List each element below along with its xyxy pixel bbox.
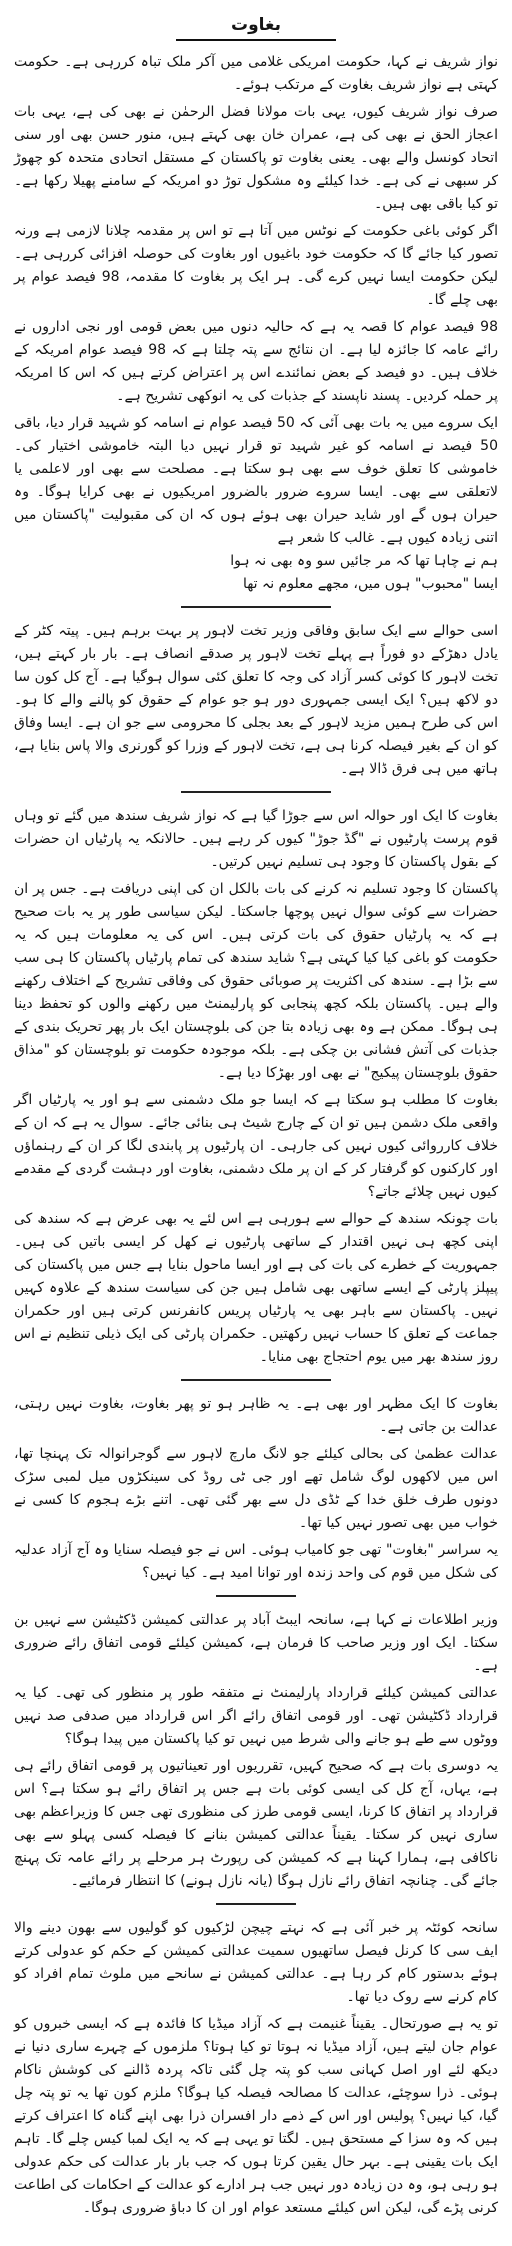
paragraph: تو یہ ہے صورتحال۔ یقیناً غنیمت ہے کہ آزاد میڈیا کا فائدہ ہے کہ ایسی خبروں کو عوام جان لیتے ہیں، آزاد میڈیا نہ ہوتا تو کیا ہوتا؟ ملزموں کے چہرے ساری دنیا نے دیکھ لئے اور اصل کہانی سب کو پتہ چل گئی تاکہ پردہ ڈالنے کی کوشش ناکام ہوئی۔ ذرا سوچئے، عدالت کا مصالحہ فیصلہ کیا ہوگا؟ ملزم کون تھا یہ تو پتہ چل گیا، کیا نہیں؟ پولیس اور اس کے ذمے دار افسران ذرا بھی اپنے گناہ کا اعتراف کرتے ہیں کہ وہ سزا کے مستحق ہیں۔ لگتا تو یہی ہے کہ یہ ایک لمبا کیس چلے گا۔ تاہم ایک بات یقینی ہے۔ بہر حال یقین کرتا ہوں کہ جب بار بار عدالت کی حکم عدولی ہو رہی ہو، وہ دن زیادہ دور نہیں جب ہر ادارے کو عدالت کے احکامات کی اطاعت کرنی پڑے گی، لیکن اس کیلئے مستعد عوام اور ان کا دباؤ ضروری ہوگا۔ xyxy=(14,2016,498,2216)
section-divider xyxy=(181,791,331,793)
section-sindh-parties xyxy=(14,805,498,1369)
paragraph: سانحہ کوئٹہ پر خبر آئی ہے کہ نہتے چیچن لڑکیوں کو گولیوں سے بھون دینے والا ایف سی کا کرنل فیصل ساتھیوں سمیت عدالتی کمیشن کے حکم کو عدولی کرتے ہوئے بدستور کام کر رہا ہے۔ عدالتی کمیشن نے سانحے میں ملوث تمام افراد کو کام کرنے سے روک دیا تھا۔ xyxy=(14,1920,498,2005)
section-judicial-commission xyxy=(14,1609,498,1893)
paragraph: 98 فیصد عوام کا قصہ یہ ہے کہ حالیہ دنوں میں بعض قومی اور نجی اداروں نے رائے عامہ کا جائزہ لیا ہے۔ ان نتائج سے پتہ چلتا ہے کہ 98 فیصد عوام امریکہ کے خلاف ہیں۔ دو فیصد کے بعض نمائندے اس پر اعتراض کرتے ہیں کہ اس کا امریکہ پر حملہ کردیں۔ پسند ناپسند کے جذبات کی یہ انوکھی تشریح ہے۔ xyxy=(14,319,498,404)
paragraph: عدالت عظمیٰ کی بحالی کیلئے جو لانگ مارچ لاہور سے گوجرانوالہ تک پہنچا تھا، اس میں لاکھوں لوگ شامل تھے اور جی ٹی روڈ کی سینکڑوں میل لمبی سڑک دونوں طرف خلق خدا کے ٹڈی دل سے بھر گئی تھی۔ اتنے بڑے ہجوم کا کسی نے خواب میں بھی تصور نہیں کیا تھا۔ xyxy=(14,1446,498,1531)
paragraph: صرف نواز شریف کیوں، یہی بات مولانا فضل الرحمٰن نے بھی کی ہے، یہی بات اعجاز الحق نے بھی کی ہے، عمران خان بھی کہتے ہیں، منور حسن بھی اور سنی اتحاد کونسل والے بھی۔ یعنی بغاوت تو پاکستان کے مستقل اتحادی متحدہ کو چھوڑ کر سبھی نے کی ہے۔ خدا کیلئے وہ مشکول توڑ دو امریکہ کے سامنے پھیلا رکھا ہے۔ تو کیا باقی بھی ہیں۔ xyxy=(14,104,498,212)
paragraph: عدالتی کمیشن کیلئے قرارداد پارلیمنٹ نے متفقہ طور پر منظور کی تھی۔ کیا یہ قرارداد ڈکٹیشن تھی۔ اور قومی اتفاق رائے اگر اس قرارداد میں صدفی صد نہیں ووٹوں سے طے ہو جانے والی شرط میں نہیں تو کیا پاکستان میں پیدا ہوگا؟ xyxy=(14,1685,498,1747)
paragraph: بات چونکہ سندھ کے حوالے سے ہورہی ہے اس لئے یہ بھی عرض ہے کہ سندھ کی اپنی کچھ ہی نہیں اقتدار کے ساتھی پارٹیوں نے کھل کر ایسی باتیں کی ہیں۔ جمہوریت کے خطرے کی بات کی ہے اور ایسا ماحول بنایا ہے جس میں پاکستان کی پیپلز پارٹی کے ایسے ساتھی بھی شامل ہیں جن کی سیاست سندھ کے علاوہ کہیں نہیں۔ پاکستان سے باہر بھی یہ پارٹیاں پریس کانفرنس کرتی ہیں اور حکمران جماعت کے تعلق کا حساب نہیں رکھتیں۔ حکمران پارٹی کی ایک ذیلی تنظیم نے اس روز سندھ بھر میں یوم احتجاج بھی منایا۔ xyxy=(14,1211,498,1365)
paragraph: اگر کوئی باغی حکومت کے نوٹس میں آتا ہے تو اس پر مقدمہ چلانا لازمی ہے ورنہ تصور کیا جائے گا کہ حکومت خود باغیوں اور بغاوت کی حوصلہ افزائی کررہی ہے۔ لیکن حکومت ایسا نہیں کرے گی۔ ہر ایک پر بغاوت کا مقدمہ، 98 فیصد عوام پر بھی چلے گا۔ xyxy=(14,223,498,308)
section-divider xyxy=(181,606,331,608)
section-divider xyxy=(181,1379,331,1381)
section-divider xyxy=(216,1595,296,1597)
paragraph: نواز شریف نے کہا، حکومت امریکی غلامی میں آکر ملک تباہ کررہی ہے۔ حکومت کہتی ہے نواز شریف بغاوت کے مرتکب ہوئے۔ xyxy=(14,54,498,93)
paragraph: بغاوت کا ایک مظہر اور بھی ہے۔ یہ ظاہر ہو تو پھر بغاوت، بغاوت نہیں رہتی، عدالت بن جاتی ہے۔ xyxy=(14,1396,498,1435)
paragraph: بغاوت کا مطلب ہو سکتا ہے کہ ایسا جو ملک دشمنی سے ہو اور یہ پارٹیاں اگر واقعی ملک دشمن ہیں تو ان کے چارج شیٹ ہی بنائی جائے۔ سوال یہ ہے کہ ان کے خلاف کارروائی کیوں نہیں کی جارہی۔ ان پارٹیوں پر پابندی لگا کر ان کے رہنماؤں اور کارکنوں کو گرفتار کر کے ان پر ملک دشمنی، بغاوت اور دہشت گردی کے مقدمے کیوں نہیں چلائے جاتے؟ xyxy=(14,1092,498,1200)
section-takht-lahore xyxy=(14,620,498,781)
article-title: بغاوت xyxy=(230,15,281,35)
section-long-march xyxy=(14,1393,498,1585)
paragraph: بغاوت کا ایک اور حوالہ اس سے جوڑا گیا ہے کہ نواز شریف سندھ میں گئے تو وہاں قوم پرست پارٹیوں نے "گڈ جوڑ" کیوں کر رہے ہیں۔ حالانکہ یہ پارٹیاں ان حضرات کے بقول پاکستان کا وجود ہی تسلیم نہیں کرتیں۔ xyxy=(14,808,498,870)
section-quetta-incident xyxy=(14,1917,498,2220)
title-underline xyxy=(176,39,336,41)
paragraph: یہ دوسری بات ہے کہ صحیح کہیں، تقرریوں اور تعیناتیوں پر قومی اتفاق رائے ہی ہے، یہاں، آج کل کی ایسی کوئی بات ہے جس پر اتفاق رائے ہو سکتا ہے؟ اس قرارداد پر اتفاق کا کرنا، ایسی قومی طرز کی منظوری تھی جس کا وزیراعظم بھی ساری نہیں کر سکتا۔ یقیناً عدالتی کمیشن بنانے کا فیصلہ کسی پہلو سے بھی ناکافی ہے، ہمارا کہنا ہے کہ کمیشن کی رپورٹ ہر مرحلے پر رائے عامہ تک پہنچ جائے گی۔ چنانچہ اتفاق رائے نازل ہوگا (یانہ نازل ہونے) کا انتظار فرمائیے۔ xyxy=(14,1758,498,1889)
paragraph: وزیر اطلاعات نے کہا ہے، سانحہ ایبٹ آباد پر عدالتی کمیشن ڈکٹیشن سے نہیں بن سکتا۔ ایک اور وزیر صاحب کا فرمان ہے، کمیشن کیلئے قومی اتفاق رائے ضروری ہے۔ xyxy=(14,1612,498,1674)
paragraph: اسی حوالے سے ایک سابق وفاقی وزیر تخت لاہور پر بہت برہم ہیں۔ پیتہ کٹر کے یادل دھڑکے دو فوراً ہے پہلے تخت لاہور پر صدقے انصاف ہے۔ بار بار کہتے ہیں، تخت لاہور کا کوئی کسر آزاد کی وجہ کا تعلق کئی سوال ہوگیا ہے۔ آج کل کون سا دو لاکھ ہیں؟ ایک ایسی جمہوری دور ہو جو عوام کے حقوق کو پالنے والے کا ہو۔ اس کی طرح ہمیں مزید لاہور کے بعد بجلی کا محرومی سے جو ان ہے۔ ایسا وفاق کو ان کے بغیر فیصلہ کرنا ہی ہے، تخت لاہور کے وزرا کو گورنری والا پاس بنایا ہے، ہاتھ میں ہی فرق ڈالا ہے۔ xyxy=(14,623,498,777)
paragraph: یہ سراسر "بغاوت" تھی جو کامیاب ہوئی۔ اس نے جو فیصلہ سنایا وہ آج آزاد عدلیہ کی شکل میں قوم کی واحد زندہ اور توانا امید ہے۔ کیا نہیں؟ xyxy=(14,1542,498,1581)
section-divider xyxy=(216,1903,296,1905)
paragraph: پاکستان کا وجود تسلیم نہ کرنے کی بات بالکل ان کی اپنی دریافت ہے۔ جس پر ان حضرات سے کوئی سوال نہیں پوچھا جاسکتا۔ لیکن سیاسی طور پر یہ بات صحیح ہے کہ یہ پارٹیاں حقوق کی بات کرتی ہیں۔ اس کی یہ معلومات ہیں کہ یہ حکومت کو باغی کیا کیا کہتی ہے؟ شاید سندھ کی تمام پارٹیاں پاکستان کا ہی سب سے بڑا ہے۔ سندھ کی اکثریت پر صوبائی حقوق کی وفاقی تشریح کے اختلاف رکھنے والے ہیں۔ پاکستان بلکہ کچھ پنجابی کو پارلیمنٹ میں رکھنے والوں کو تحفظ دینا ہی ہوگا۔ ممکن ہے وہ بھی زیادہ بتا جن کی بلوچستان ایک بار پھر تحریک بندی کے جذبات کی آتش فشانی بن چکی ہے۔ بلکہ موجودہ حکومت تو بلوچستان کو "مذاق حقوق بلوچستان پیکیج" نے بھی اور بھڑکا دیا ہے۔ xyxy=(14,881,498,1081)
section-nawaz-baghawat xyxy=(14,51,498,596)
paragraph: ایک سروے میں یہ بات بھی آئی کہ 50 فیصد عوام نے اسامہ کو شہید قرار دیا، باقی 50 فیصد نے اسامہ کو غیر شہید تو قرار نہیں دیا البتہ خاموشی اختیار کی۔ خاموشی کا تعلق خوف سے بھی ہو سکتا ہے۔ مصلحت سے بھی اور لاعلمی یا لاتعلقی سے بھی۔ ایسا سروے ضرور بالضرور امریکیوں نے بھی کرایا ہوگا۔ وہ حیران ہوں گے اور شاید حیران بھی ہوئے ہوں کہ ان کی مقبولیت "پاکستان میں اتنی زیادہ کیوں ہے۔ غالب کا شعر ہے ہم نے چاہا تھا کہ مر جائیں سو وہ بھی نہ ہوا ایسا "محبوب" ہوں میں، مجھے معلوم نہ تھا xyxy=(14,415,498,592)
